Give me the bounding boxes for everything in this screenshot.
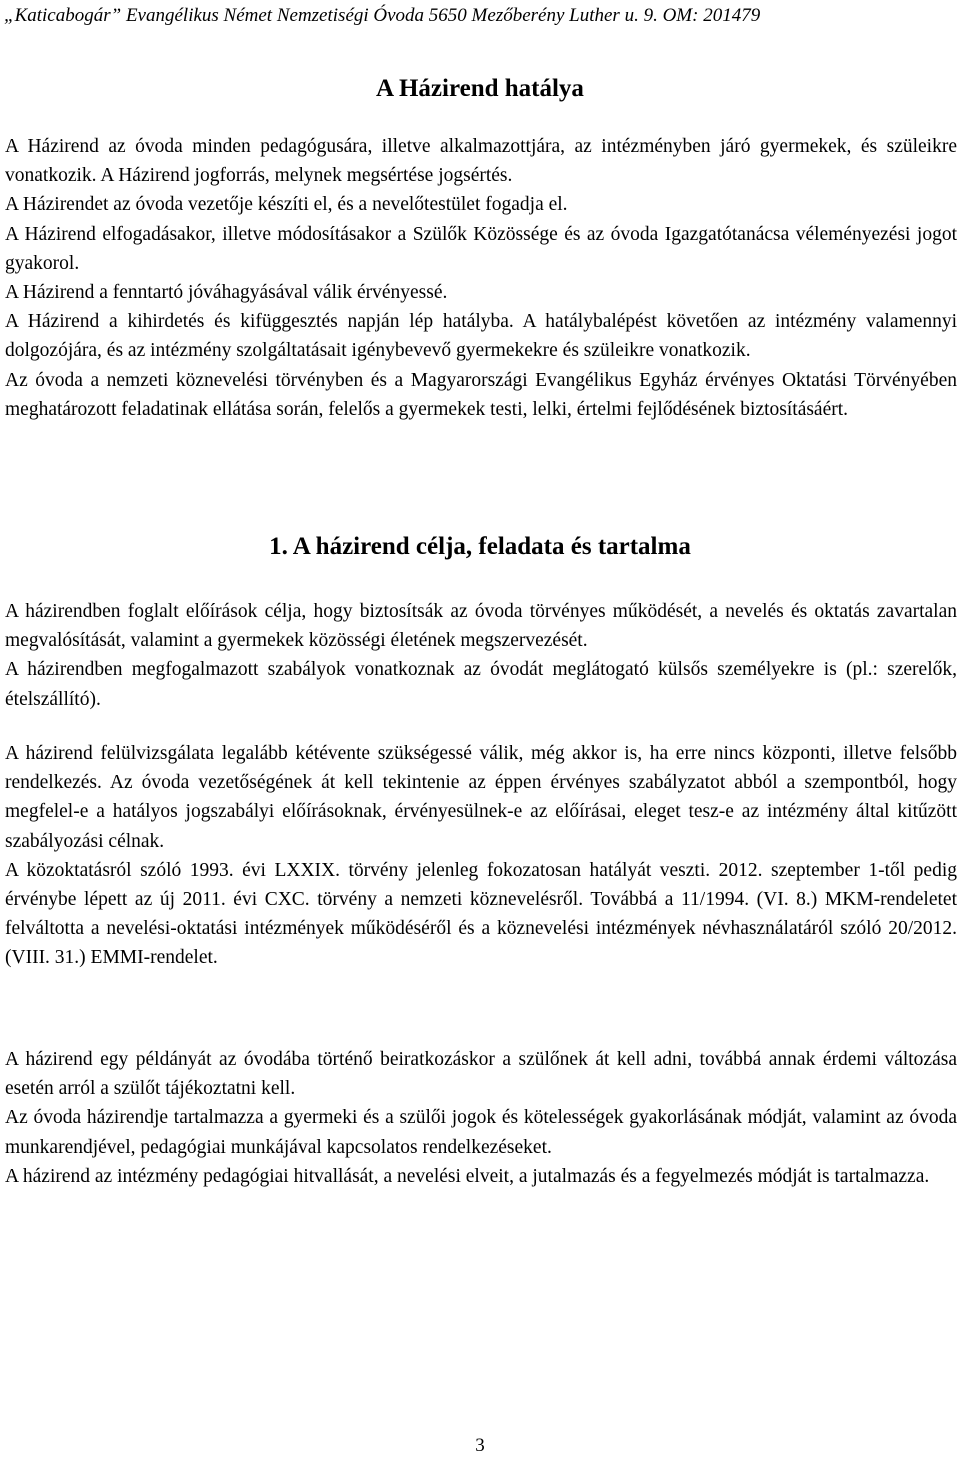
section-block-2 (5, 739, 957, 973)
paragraph: A házirendben foglalt előírások célja, hogy biztosítsák az óvoda törvényes működését, a nevelés és oktatás zavartalan megvalósítását, valamint a gyermekek közösségi életének megszervezését. (5, 601, 957, 652)
paragraph: A Házirend a kihirdetés és kifüggesztés napján lép hatályba. A hatálybalépést követően az intézmény valamennyi dolgozójára, és az intézmény szolgáltatásait igénybevevő gyermekekre és szüleikre vonatkozik. (5, 311, 957, 362)
section-heading: 1. A házirend célja, feladata és tartalma (269, 533, 691, 560)
paragraph: A Házirend elfogadásakor, illetve módosításakor a Szülők Közössége és az óvoda Igazgatótanácsa véleményezési jogot gyakorol. (5, 223, 957, 274)
paragraph: A házirendben megfogalmazott szabályok vonatkoznak az óvodát meglátogató külsős személyekre is (pl.: szerelők, ételszállító). (5, 659, 957, 710)
page-number: 3 (475, 1435, 485, 1456)
paragraph: A Házirendet az óvoda vezetője készíti el, és a nevelőtestület fogadja el. (5, 194, 568, 216)
paragraph: A közoktatásról szóló 1993. évi LXXIX. törvény jelenleg fokozatosan hatályát veszti. 2012. szeptember 1-től pedig érvénybe lépett az új 2011. évi CXC. törvény a nemzeti köznevelésről. Továbbá a 11/1994. (VI. 8.) MKM-rendeletet felváltotta a nevelési-oktatási intézmények működéséről és a köznevelési intézmények névhasználatáról szóló 20/2012. (VIII. 31.) EMMI-rendelet. (5, 859, 957, 969)
page-title: A Házirend hatálya (376, 75, 584, 102)
paragraph: A Házirend a fenntartó jóváhagyásával válik érvényessé. (5, 282, 448, 304)
paragraph: A Házirend az óvoda minden pedagógusára, illetve alkalmazottjára, az intézményben járó gyermekek, és szüleikre vonatkozik. A Házirend jogforrás, melynek megsértése jogsértés. (5, 136, 957, 187)
intro-section (5, 132, 957, 424)
page-header: „Katicabogár” Evangélikus Német Nemzetiségi Óvoda 5650 Mezőberény Luther u. 9. OM: 201479 (4, 5, 761, 26)
paragraph: Az óvoda házirendje tartalmazza a gyermeki és a szülői jogok és kötelességek gyakorlásának módját, valamint az óvoda munkarendjével, pedagógiai munkájával kapcsolatos rendelkezéseket. (5, 1107, 957, 1158)
section-block-1 (5, 597, 957, 714)
paragraph: A házirend felülvizsgálata legalább kétévente szükségessé válik, még akkor is, ha erre nincs központi, illetve felsőbb rendelkezés. Az óvoda vezetőségének át kell tekintenie az éppen érvényes szabályzatot abból a szempontból, hogy megfelel-e a hatályos jogszabályi előírásoknak, érvényesülnek-e az előírásai, eleget tesz-e az intézmény által kitűzött szabályozási célnak. (5, 743, 957, 852)
paragraph: A házirend az intézmény pedagógiai hitvallását, a nevelési elveit, a jutalmazás és a fegyelmezés módját is tartalmazza. (5, 1165, 930, 1187)
section-block-3 (5, 1045, 957, 1191)
paragraph: A házirend egy példányát az óvodába történő beiratkozáskor a szülőnek át kell adni, továbbá annak érdemi változása esetén arról a szülőt tájékoztatni kell. (5, 1049, 957, 1100)
paragraph: Az óvoda a nemzeti köznevelési törvényben és a Magyarországi Evangélikus Egyház érvényes Oktatási Törvényében meghatározott feladatinak ellátása során, felelős a gyermekek testi, lelki, értelmi fejlődésének biztosításáért. (5, 369, 957, 420)
